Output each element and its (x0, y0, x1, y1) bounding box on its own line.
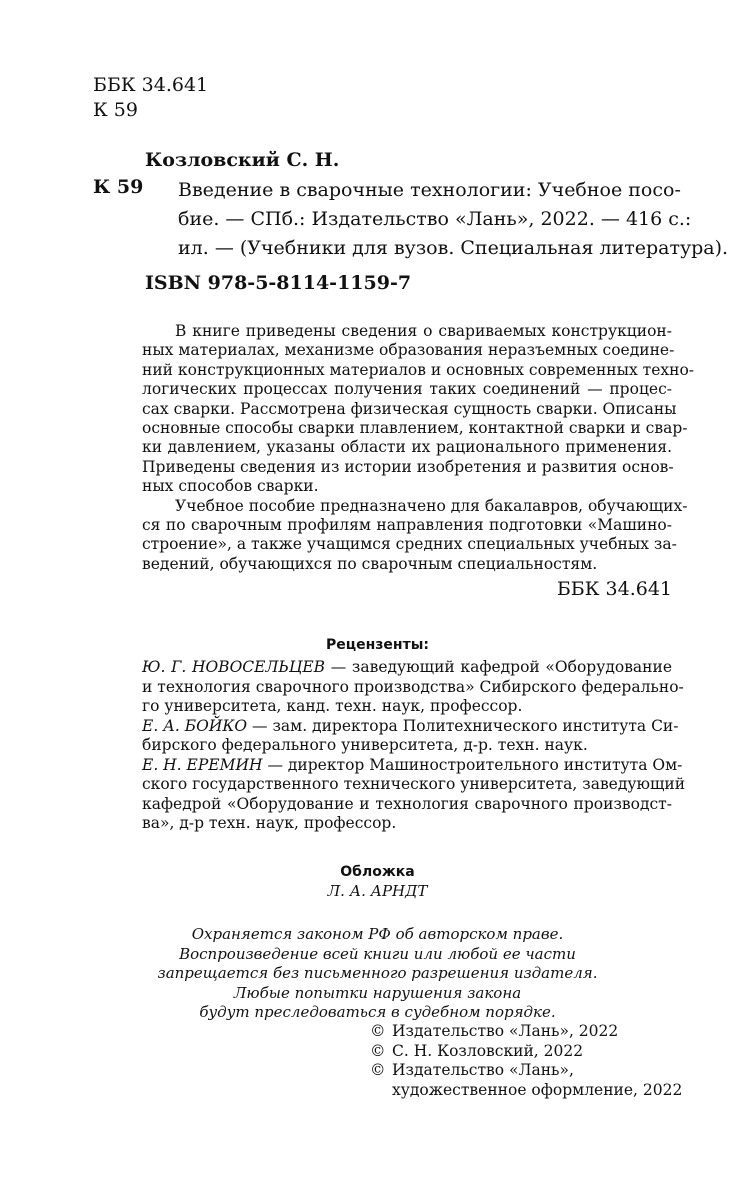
reviewer-line: Е. А. БОЙКО — зам. директора Политехнического института Си- (142, 716, 679, 735)
bbk-index-top (93, 73, 208, 123)
reviewer-line: го университета, канд. техн. наук, профессор. (142, 697, 523, 715)
abstract-line: сах сварки. Рассмотрена физическая сущность сварки. Описаны (142, 399, 677, 418)
reviewer-line: Е. Н. ЕРЕМИН — директор Машиностроительного института Ом- (142, 755, 683, 774)
biblio-line: ил. — (Учебники для вузов. Специальная литература). (178, 237, 729, 259)
abstract-line: ных материалах, механизме образования неразъемных соедине- (142, 341, 675, 360)
copyright-block (370, 1022, 682, 1100)
copyright-icon: © (370, 1022, 386, 1040)
bbk-code: ББК 34.641 (93, 74, 209, 96)
law-line: Охраняется законом РФ об авторском праве. (191, 925, 564, 943)
cover-designer: Л. А. АРНДТ (327, 882, 428, 900)
reviewer-line: ского государственного технического университета, заведующий (142, 775, 686, 793)
abstract-line: логических процессах получения таких соединений — процес- (142, 380, 672, 399)
bbk-index-bottom: ББК 34.641 (556, 578, 672, 600)
reviewers-list (142, 658, 686, 834)
copyright-line: © Издательство «Лань», (370, 1061, 574, 1079)
bibliographic-description (178, 176, 729, 263)
law-line: будут преследоваться в судебном порядке. (199, 1003, 556, 1021)
author-mark: К 59 (93, 99, 138, 121)
author-name: Козловский С. Н. (145, 149, 340, 171)
author-mark-side: К 59 (93, 176, 144, 198)
reviewer-line: кафедрой «Оборудование и технология сварочного производст- (142, 794, 672, 813)
abstract-line: В книге приведены сведения о свариваемых конструкцион- (175, 322, 672, 340)
biblio-line: Введение в сварочные технологии: Учебное посо- (178, 179, 681, 201)
reviewer-line: ва», д-р техн. наук, профессор. (142, 814, 397, 832)
reviewer-name: Е. Н. ЕРЕМИН (142, 755, 263, 774)
law-line: Любые попытки нарушения закона (233, 983, 522, 1002)
abstract-line: ки давлением, указаны области их рационального применения. (142, 438, 672, 457)
abstract-line: основные способы сварки плавлением, контактной сварки и свар- (142, 419, 688, 438)
abstract-line: ведений, обучающихся по сварочным специальностям. (142, 554, 598, 573)
abstract-line: ся по сварочным профилям направления подготовки «Машино- (142, 516, 672, 535)
reviewer-line: Ю. Г. НОВОСЕЛЬЦЕВ — заведующий кафедрой «Оборудование (142, 658, 672, 676)
copyright-law-notice (0, 925, 755, 1023)
copyright-icon: © (370, 1041, 386, 1060)
reviewer-line: и технология сварочного производства» Сибирского федерально- (142, 677, 684, 696)
abstract-line: ных способов сварки. (142, 477, 319, 496)
abstract (142, 322, 695, 574)
reviewers-heading: Рецензенты: (326, 637, 429, 653)
reviewer-line: бирского федерального университета, д-р. техн. наук. (142, 736, 588, 754)
abstract-line: Учебное пособие предназначено для бакалавров, обучающих- (175, 496, 688, 515)
isbn: ISBN 978-5-8114-1159-7 (145, 272, 412, 294)
copyright-line: © С. Н. Козловский, 2022 (370, 1041, 584, 1060)
cover-heading: Обложка (340, 864, 415, 880)
abstract-line: Приведены сведения из истории изобретения и развития основ- (142, 457, 674, 476)
biblio-line: бие. — СПб.: Издательство «Лань», 2022. — 416 с.: (178, 208, 692, 230)
reviewer-name: Ю. Г. НОВОСЕЛЬЦЕВ (142, 658, 326, 676)
copyright-line: © Издательство «Лань», 2022 (370, 1022, 619, 1040)
copyright-line-continued: художественное оформление, 2022 (392, 1080, 683, 1099)
copyright-icon: © (370, 1061, 386, 1079)
law-line: Воспроизведение всей книги или любой ее части (179, 944, 576, 963)
reviewer-name: Е. А. БОЙКО (142, 716, 248, 735)
abstract-line: ний конструкционных материалов и основных современных техно- (142, 360, 695, 379)
abstract-line: строение», а также учащимся средних специальных учебных за- (142, 535, 677, 554)
law-line: запрещается без письменного разрешения издателя. (157, 964, 598, 982)
